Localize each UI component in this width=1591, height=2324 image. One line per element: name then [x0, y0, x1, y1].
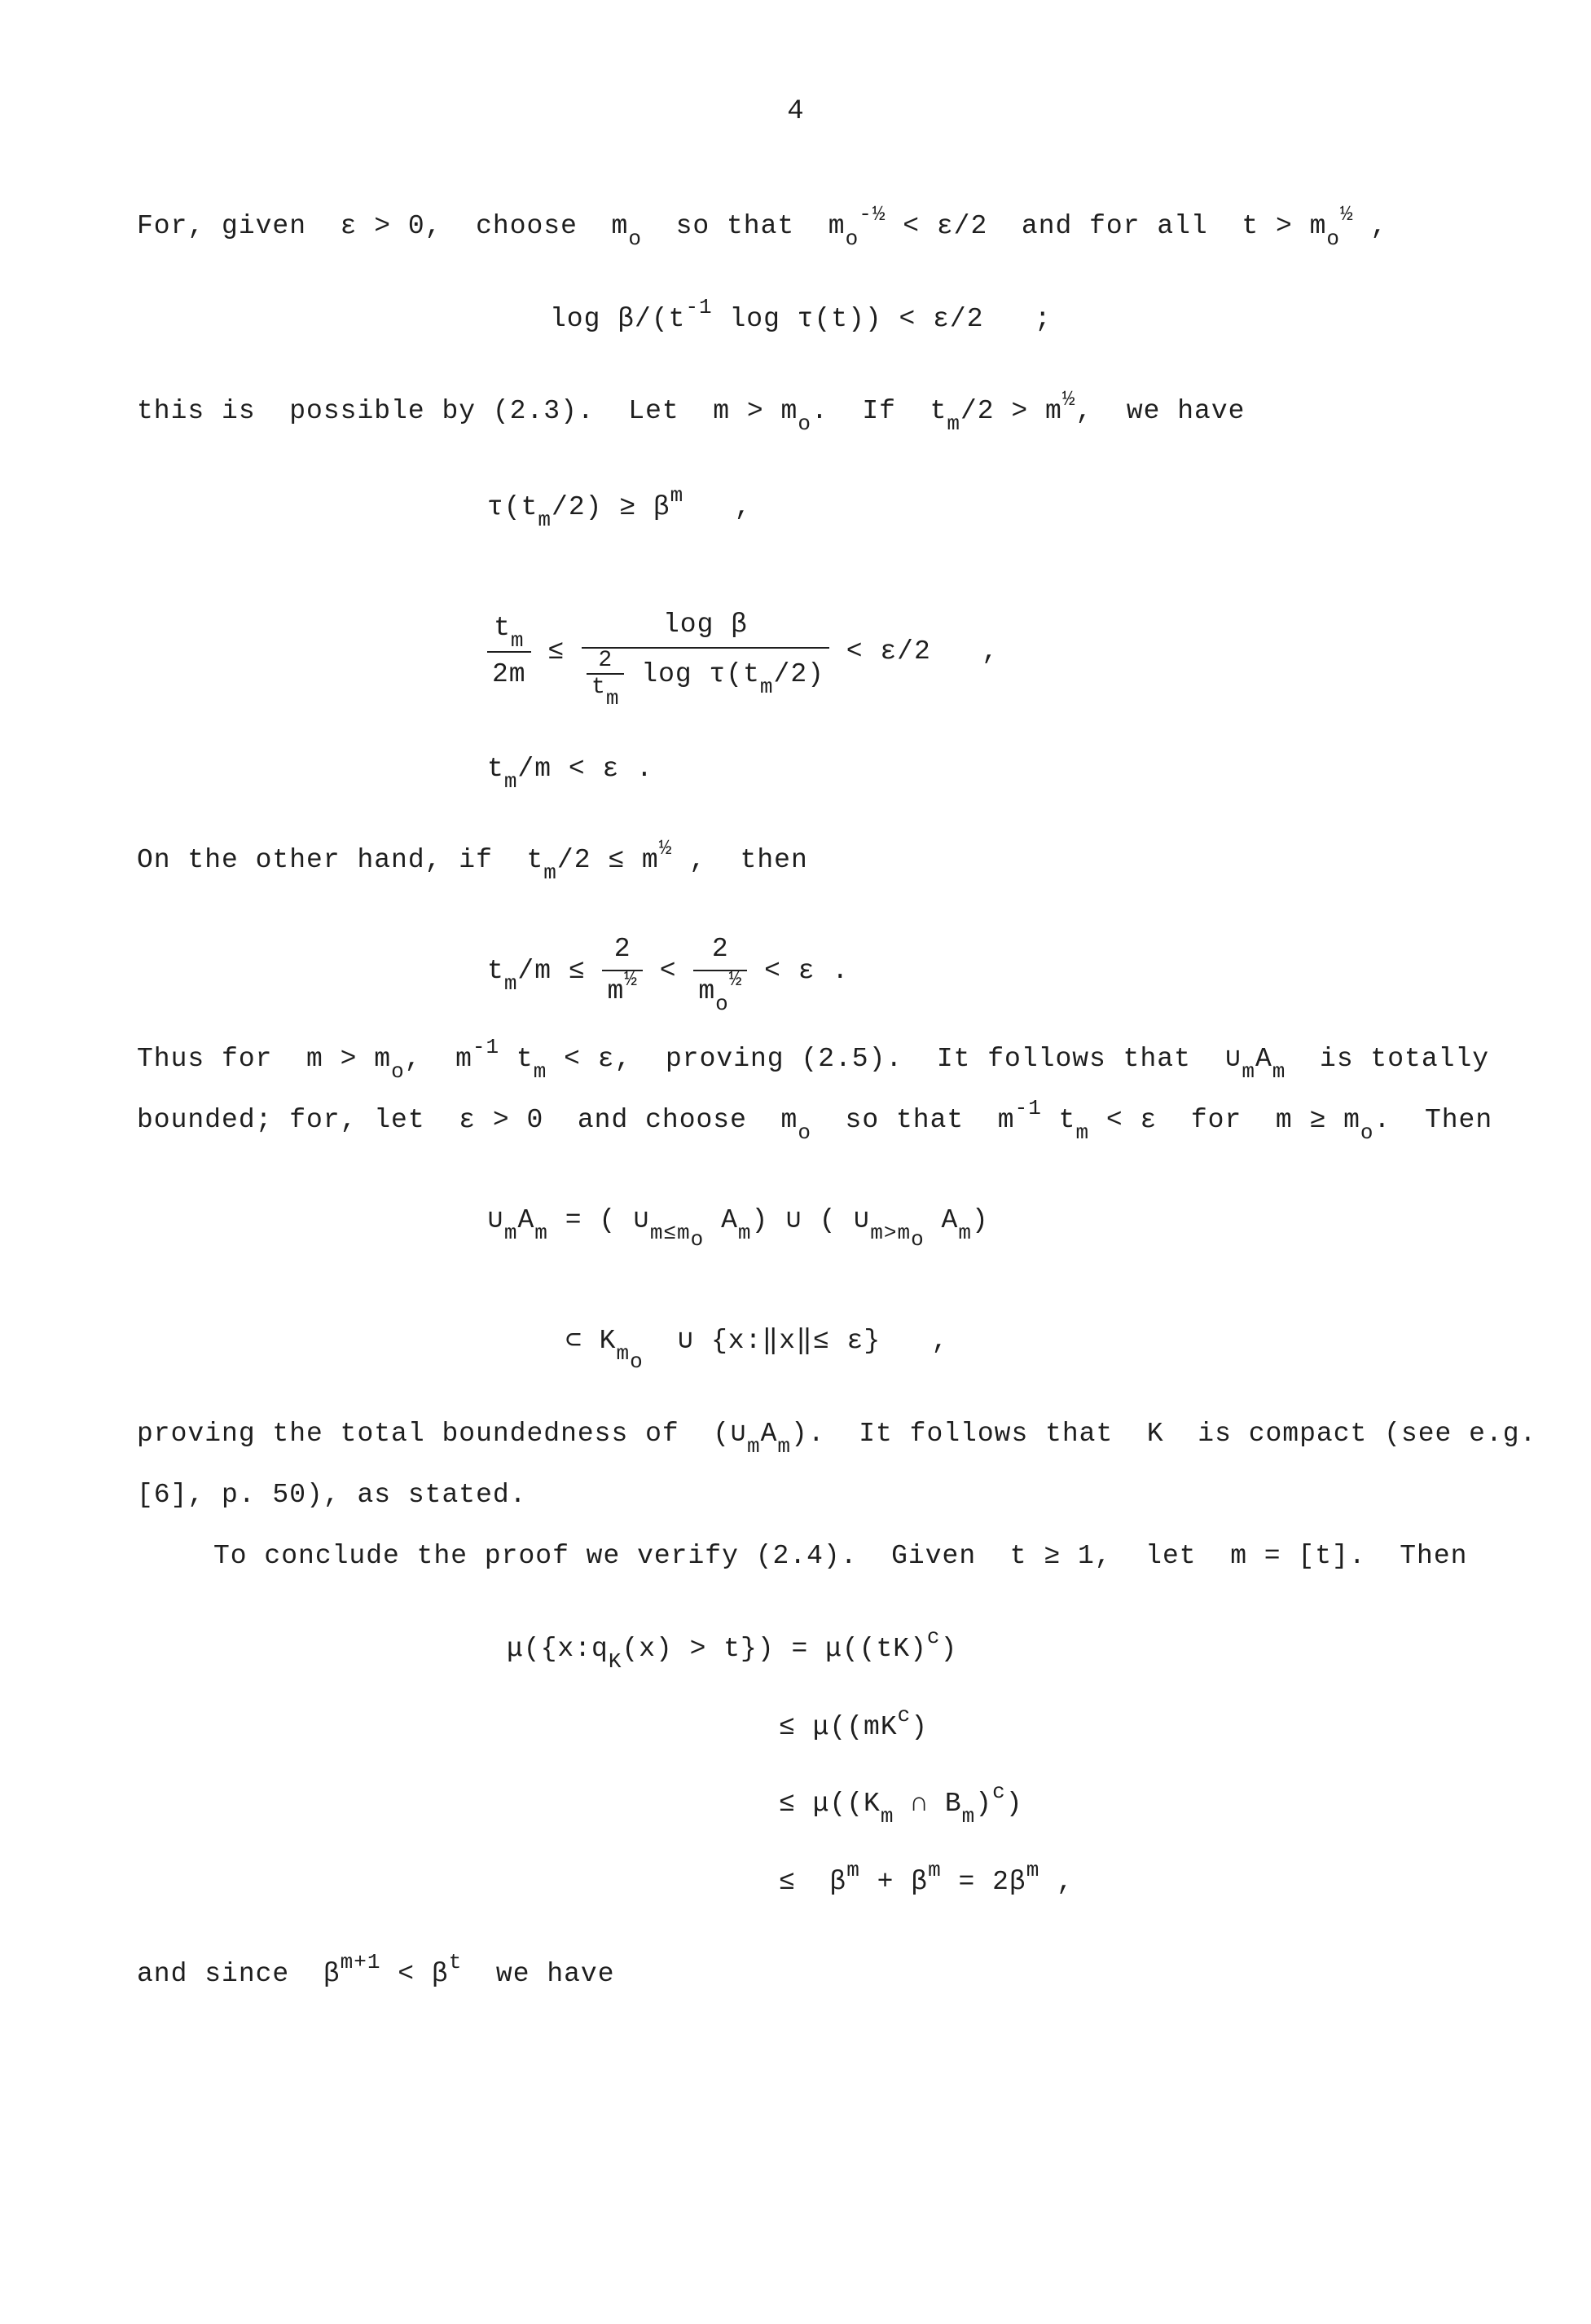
- sym-t: t: [1058, 1105, 1076, 1135]
- line9-end: we have: [495, 1959, 615, 1989]
- sub-o: o: [845, 227, 859, 251]
- eq7-rest: ∪ {x:‖x‖≤ ε} ,: [677, 1326, 949, 1356]
- sub-m: m: [533, 1059, 547, 1084]
- sym-t: t: [516, 1044, 534, 1074]
- line5-for: < ε for m ≥ m: [1105, 1105, 1360, 1135]
- sub-o: o: [1326, 227, 1340, 251]
- text-line-1: [137, 202, 1388, 251]
- sub-m: m: [543, 860, 557, 885]
- sym-m: m: [607, 976, 625, 1006]
- line2-cond: /2 > m: [960, 396, 1062, 426]
- sup-neg-half: -½: [859, 202, 886, 227]
- sub-m: m: [605, 686, 620, 711]
- eq5-le: /m ≤: [517, 956, 586, 987]
- sub-m: m: [503, 769, 518, 794]
- sym-t: t: [487, 956, 504, 987]
- sub-o: o: [1360, 1120, 1374, 1145]
- num-log-beta: log β: [582, 603, 829, 649]
- eq8-mu: μ({x:q: [507, 1634, 609, 1664]
- sym-m: m: [611, 211, 629, 241]
- sym-t: t: [930, 396, 947, 426]
- equation-3: [487, 603, 999, 711]
- text-line-3: [137, 836, 808, 885]
- sub-m: m: [880, 1804, 894, 1829]
- sup-m: m: [670, 483, 684, 508]
- sup-c: c: [992, 1780, 1006, 1804]
- equation-6: [487, 1204, 989, 1252]
- sup-half: ½: [1340, 202, 1354, 227]
- den-2m: 2m: [492, 659, 526, 689]
- sup-t: t: [448, 1950, 463, 1974]
- sup-half: ½: [1061, 387, 1076, 412]
- text-line-4: [137, 1035, 1490, 1084]
- sub-m: m: [746, 1434, 761, 1459]
- frac-2-mo-half: [693, 929, 747, 1016]
- sym-A: A: [941, 1205, 959, 1235]
- sub-m: m: [1242, 1059, 1255, 1084]
- eq9-le: ≤ μ((mK: [779, 1712, 898, 1742]
- sub-m: m: [503, 971, 518, 997]
- line2-start: this is possible by (2.3). Let m > m: [137, 396, 798, 426]
- eq11-le: ≤ β: [779, 1867, 847, 1897]
- paren-close: ): [975, 1789, 993, 1819]
- sub-o: o: [715, 992, 729, 1016]
- cup: ∪: [632, 1205, 650, 1235]
- line5-mid: so that m: [845, 1105, 1015, 1135]
- sub-m: m: [538, 508, 552, 532]
- sup-m-plus-1: m+1: [340, 1950, 381, 1974]
- line1-so-that: so that: [675, 211, 795, 241]
- sub-m: m: [616, 1341, 631, 1366]
- equation-4: [487, 753, 653, 794]
- eq5-end: < ε .: [764, 956, 850, 987]
- sym-t: t: [526, 845, 544, 875]
- leq: ≤: [547, 636, 565, 667]
- sup-c: c: [897, 1703, 912, 1728]
- den-log-tau: log τ(t: [641, 659, 760, 690]
- eq11-eq: = 2β: [958, 1867, 1026, 1897]
- equation-9: [779, 1703, 929, 1745]
- sup-m: m: [928, 1858, 942, 1882]
- sub-m: m: [1272, 1059, 1286, 1084]
- sub-m: m: [737, 1221, 752, 1245]
- line1-start: For, given: [137, 211, 307, 241]
- text-line-8: To conclude the proof we verify (2.4). Given t ≥ 1, let m = [t]. Then: [213, 1541, 1468, 1571]
- text-line-2: [137, 387, 1246, 436]
- text-line-5: [137, 1096, 1493, 1145]
- eq6-eq: = (: [565, 1205, 617, 1235]
- sub-m: m: [958, 1221, 972, 1245]
- paren-close: ): [940, 1634, 958, 1664]
- sub-m: m: [947, 412, 960, 436]
- equation-8: [507, 1625, 958, 1674]
- sup-m: m: [846, 1858, 860, 1882]
- sup-half: ½: [728, 967, 743, 992]
- sup-half: ½: [624, 967, 638, 992]
- equation-1: [550, 295, 1052, 337]
- page-number: 4: [787, 96, 804, 127]
- equation-2: [487, 483, 752, 532]
- line1-eps: ε > 0,: [340, 211, 442, 241]
- sup-neg1: -1: [472, 1035, 500, 1059]
- eq11-plus: + β: [877, 1867, 929, 1897]
- eq6-mid: ) ∪ (: [751, 1205, 837, 1235]
- frac-log-beta: [582, 603, 829, 711]
- equation-5: [487, 929, 850, 1016]
- sub-K: K: [608, 1649, 622, 1674]
- line4-m: , m: [404, 1044, 472, 1074]
- line4-end: is totally: [1320, 1044, 1490, 1074]
- text-line-7: [6], p. 50), as stated.: [137, 1480, 527, 1510]
- eq2-tau: τ(t: [487, 492, 538, 522]
- sym-m: m: [828, 211, 846, 241]
- sub-o: o: [798, 1120, 811, 1145]
- paren-close: ): [911, 1712, 929, 1742]
- sub-m: m: [534, 1221, 548, 1245]
- sym-m: m: [698, 976, 716, 1006]
- line1-lt: < ε/2: [903, 211, 988, 241]
- sub-m: m: [777, 1434, 792, 1459]
- sup-m: m: [1026, 1858, 1040, 1882]
- line6-start: proving the total boundedness of (∪: [137, 1419, 747, 1449]
- lt: <: [659, 956, 677, 987]
- sub-m: m: [503, 1221, 518, 1245]
- line5-end: . Then: [1373, 1105, 1493, 1135]
- sub-o: o: [391, 1059, 405, 1084]
- line1-choose: choose: [476, 211, 578, 241]
- sup-neg1: -1: [685, 295, 713, 319]
- sub-m: m: [759, 675, 774, 700]
- sub-m: m: [961, 1804, 976, 1829]
- num-2: 2: [693, 929, 747, 971]
- cup: ∪: [853, 1205, 871, 1235]
- sym-A: A: [517, 1205, 535, 1235]
- sub-o: o: [628, 227, 642, 251]
- frac-2-tm: [587, 648, 624, 711]
- sym-A: A: [1255, 1044, 1272, 1074]
- sub-m-le-mo: m≤m: [649, 1221, 691, 1245]
- sub-o: o: [911, 1227, 925, 1252]
- eq1-right: log τ(t)) < ε/2 ;: [729, 304, 1052, 334]
- text-line-9: [137, 1950, 615, 1992]
- eq10-le: ≤ μ((K: [779, 1789, 881, 1819]
- sub-o: o: [798, 412, 811, 436]
- cup: ∪: [487, 1205, 504, 1235]
- num-2: 2: [602, 929, 642, 971]
- line1-and-for-all: and for all: [1021, 211, 1208, 241]
- line1-t-gt: t >: [1242, 211, 1293, 241]
- line4-mid: < ε, proving (2.5). It follows that: [564, 1044, 1191, 1074]
- sym-t: t: [591, 675, 606, 700]
- sub-o: o: [630, 1349, 644, 1374]
- line9-start: and since β: [137, 1959, 341, 1989]
- comma: ,: [1370, 211, 1388, 241]
- sub-m: m: [510, 628, 525, 653]
- equation-11: [779, 1858, 1074, 1899]
- paren-close: ): [971, 1205, 989, 1235]
- line4-start: Thus for m > m: [137, 1044, 392, 1074]
- frac-2-m-half: [602, 929, 642, 1013]
- eq4-rest: /m < ε .: [517, 754, 653, 784]
- sup-neg1: -1: [1014, 1096, 1042, 1120]
- sup-c: c: [926, 1625, 941, 1649]
- equation-10: [779, 1780, 1023, 1829]
- comma: ,: [683, 492, 752, 522]
- text-line-6: [137, 1418, 1537, 1459]
- sub-o: o: [690, 1227, 705, 1252]
- frac-tm-2m: [487, 606, 531, 697]
- eq3-end: < ε/2 ,: [846, 636, 999, 667]
- line3-cond: /2 ≤ m: [556, 845, 659, 875]
- eq7-subset: ⊂ K: [565, 1326, 617, 1356]
- sym-A: A: [760, 1419, 778, 1449]
- line3-start: On the other hand, if: [137, 845, 493, 875]
- line2-if: . If: [811, 396, 896, 426]
- line6-end: ). It follows that K is compact (see e.g.: [791, 1419, 1537, 1449]
- line5-start: bounded; for, let ε > 0 and choose m: [137, 1105, 798, 1135]
- sub-m-gt-mo: m>m: [870, 1221, 912, 1245]
- eq8-rest: (x) > t}) = μ((tK): [622, 1634, 927, 1664]
- eq1-left: log β/(t: [550, 304, 686, 334]
- eq2-rest: /2) ≥ β: [552, 492, 670, 522]
- line3-end: , then: [689, 845, 808, 875]
- sym-m: m: [1309, 211, 1327, 241]
- eq10-cap: ∩ B: [911, 1789, 962, 1819]
- paren-close: ): [1005, 1789, 1023, 1819]
- comma: ,: [1039, 1867, 1074, 1897]
- line2-end: , we have: [1075, 396, 1246, 426]
- sym-A: A: [721, 1205, 738, 1235]
- sym-t: t: [487, 754, 504, 784]
- den-end: /2): [773, 659, 824, 690]
- line9-lt: < β: [398, 1959, 449, 1989]
- equation-7: [565, 1325, 949, 1374]
- num-2: 2: [587, 649, 624, 675]
- sym-t: t: [494, 613, 511, 643]
- sub-m: m: [1075, 1120, 1090, 1145]
- cup: ∪: [1224, 1044, 1242, 1074]
- sup-half: ½: [658, 836, 673, 860]
